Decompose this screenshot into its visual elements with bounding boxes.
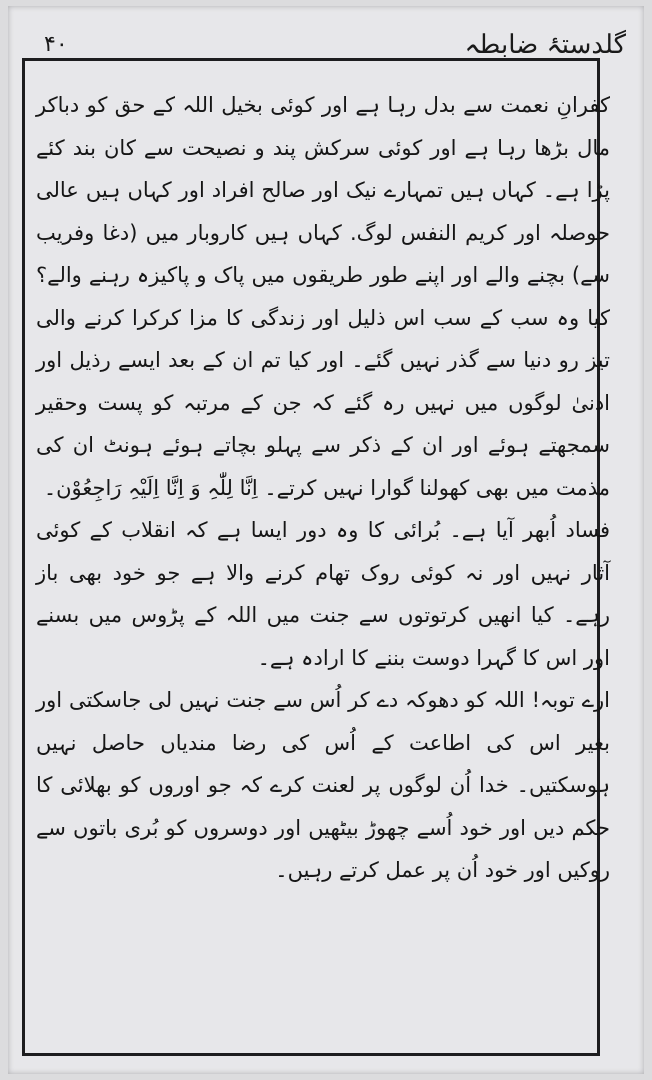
page-number: ۴۰ bbox=[44, 32, 68, 57]
body-text bbox=[36, 84, 610, 892]
running-title: گلدستۂ ضابطہ bbox=[464, 30, 626, 60]
paragraph: فساد اُبھر آیا ہے۔ بُرائی کا وہ دور ایسا ہے کہ انقلاب کے کوئی آثار نہیں اور نہ کوئی روک تھام کرنے والا ہے جو خود بھی باز رہے۔ کیا انھیں کرتوتوں سے جنت میں اللہ کے پڑوس میں بسنے اور اس کا گہرا دوست بننے کا ارادہ ہے۔ bbox=[36, 518, 610, 670]
paragraph: کفرانِ نعمت سے بدل رہا ہے اور کوئی بخیل اللہ کے حق کو دباکر مال بڑھا رہا ہے اور کوئی سرکش پند و نصیحت سے کان بند کئے پڑا ہے۔ کہاں ہیں تمہارے نیک اور صالح افراد اور کہاں ہیں عالی حوصلہ اور کریم النفس لوگ. کہاں ہیں کاروبار میں (دغا وفریب سے) بچنے والے اور اپنے طور طریقوں میں پاک و پاکیزہ رہنے والے؟ کیا وہ سب کے سب اس ذلیل اور زندگی کا مزا کرکرا کرنے والی تیز رو دنیا سے گذر نہیں گئے۔ اور کیا تم ان کے بعد ایسے رذیل اور ادنیٰ لوگوں میں نہیں رہ گئے کہ جن کے مرتبہ کو پست وحقیر سمجھتے ہوئے اور ان کے ذکر سے پہلو بچاتے ہوئے ہونٹ ان کی مذمت میں بھی کھولنا گوارا نہیں کرتے۔ اِنَّا لِلّٰہِ وَ اِنَّا اِلَیْہِ رَاجِعُوْن۔ bbox=[36, 93, 610, 500]
paragraph: ارے توبہ! اللہ کو دھوکہ دے کر اُس سے جنت نہیں لی جاسکتی اور بغیر اس کی اطاعت کے اُس کی رضا مندیاں حاصل نہیں ہوسکتیں۔ خدا اُن لوگوں پر لعنت کرے کہ جو اوروں کو بھلائی کا حکم دیں اور خود اُسے چھوڑ بیٹھیں اور دوسروں کو بُری باتوں سے روکیں اور خود اُن پر عمل کرتے رہیں۔ bbox=[36, 688, 610, 882]
